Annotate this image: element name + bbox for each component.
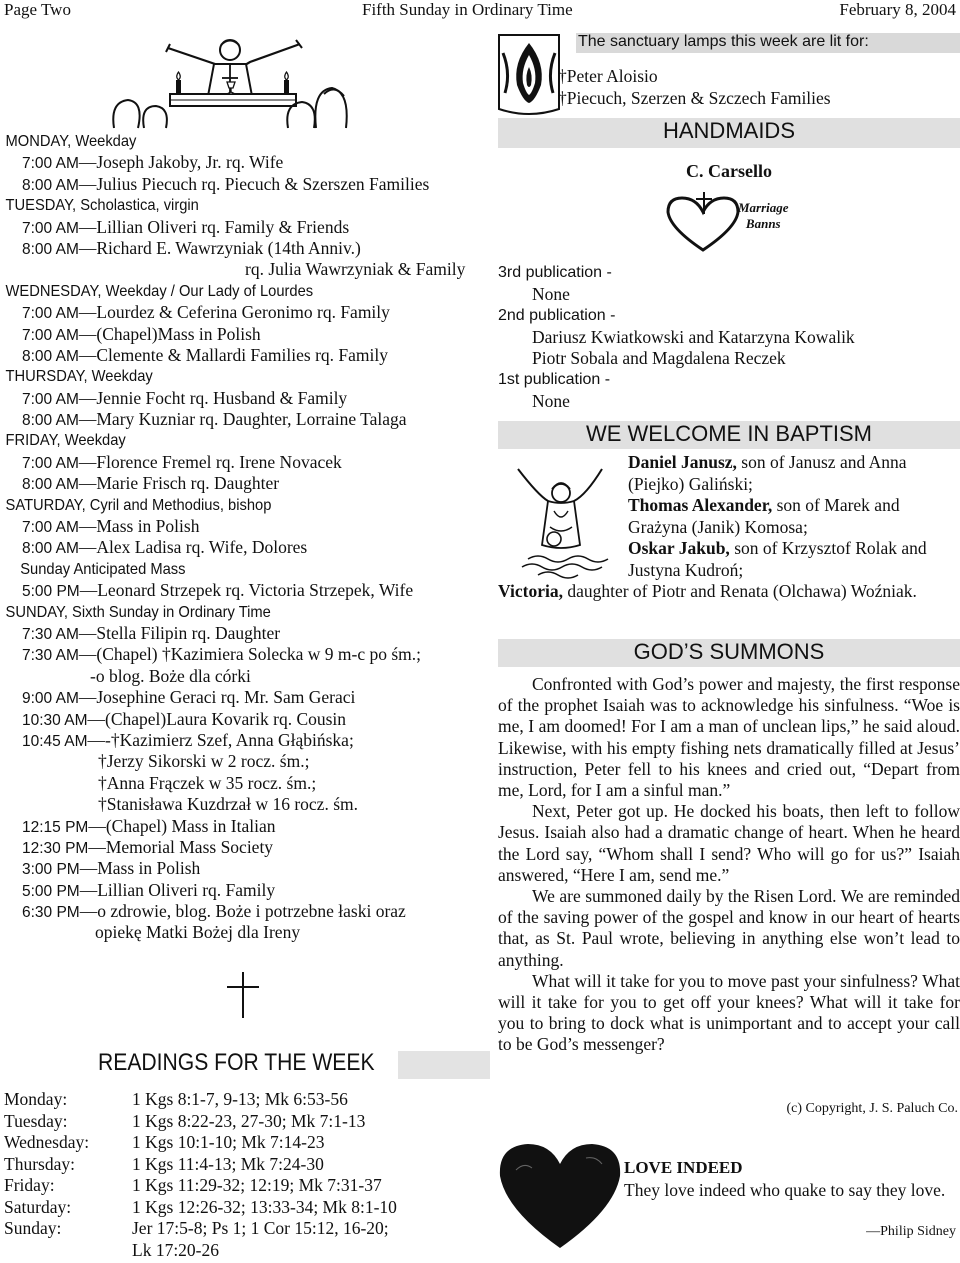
em-dash: — (79, 580, 98, 601)
em-dash: — (79, 901, 98, 922)
summons-paragraph: Next, Peter got up. He docked his boats, then left to follow Jesus. Isaiah also had a dramatic change of heart. When he heard the Lord say, “Whom shall I send? Who will go for us?” Isaiah answered, “Here I am, send me.” (498, 801, 960, 885)
intention-text: Lillian Oliveri rq. Family (97, 879, 276, 900)
reading-citation: Jer 17:5-8; Ps 1; 1 Cor 15:12, 16-20; (132, 1218, 389, 1238)
mass-time: 7:00 AM (22, 305, 79, 323)
reading-day: Sunday: (4, 1218, 62, 1238)
readings-title: READINGS FOR THE WEEK (98, 1049, 375, 1076)
reading-day: Thursday: (4, 1153, 75, 1174)
priest-altar-illustration (110, 30, 350, 130)
intention-text: (Chapel) †Kazimiera Solecka w 9 m-c po śm.; (96, 644, 421, 665)
mass-time: 8:00 AM (22, 540, 79, 558)
intention-continuation: †Stanisława Kuzdrzał w 16 rocz. śm. (98, 794, 358, 815)
intention-text: Jennie Focht rq. Husband & Family (96, 387, 348, 408)
intention-text: Alex Ladisa rq. Wife, Dolores (96, 537, 308, 558)
summons-paragraph: What will it take for you to move past your sinfulness? What will it take for you to get off your knees? What will it take for you to bring to dock what is unimportant and to accept your call to be God’s messenger? (498, 970, 960, 1055)
day-heading: THURSDAY, Weekday (5, 368, 153, 386)
marriage-banns-logo (738, 200, 789, 232)
mass-time: 5:00 PM (22, 882, 80, 900)
em-dash: — (78, 451, 97, 472)
mass-intention (0, 858, 490, 879)
intention-text: Mary Kuzniar rq. Daughter, Lorraine Talaga (96, 409, 407, 430)
reading-row (4, 1197, 494, 1219)
intention-text: Mass in Polish (97, 858, 201, 879)
baptism-entry (628, 495, 960, 538)
sanctuary-title: The sanctuary lamps this week are lit for: (578, 33, 869, 50)
reading-row (4, 1218, 494, 1240)
day-heading: FRIDAY, Weekday (5, 432, 126, 450)
intention-text: Stella Filipin rq. Daughter (96, 622, 281, 643)
reading-row (4, 1240, 494, 1262)
sub-heading: Sunday Anticipated Mass (20, 560, 186, 578)
reading-citation: Lk 17:20-26 (132, 1239, 220, 1260)
baptism-entry (628, 452, 960, 495)
mass-time: 9:00 AM (22, 690, 79, 708)
intention-text: Leonard Strzepek rq. Victoria Strzepek, Wife (97, 580, 414, 601)
intention-continuation: †Anna Frączek w 35 rocz. śm.; (98, 772, 317, 793)
mass-intention (0, 238, 490, 259)
baptism-list (628, 452, 960, 581)
summons-article (498, 674, 960, 1056)
em-dash: — (78, 516, 97, 537)
mass-intention (0, 687, 490, 708)
intention-text: Joseph Jakoby, Jr. rq. Wife (96, 152, 284, 173)
mass-time: 7:00 AM (22, 219, 79, 237)
em-dash: — (88, 815, 106, 836)
intention-text: Florence Fremel rq. Irene Novacek (96, 451, 342, 472)
em-dash: — (78, 302, 97, 323)
day-heading: MONDAY, Weekday (5, 133, 137, 150)
readings-header-bar (398, 1051, 490, 1079)
mass-time: 7:30 AM (22, 647, 79, 665)
mass-intention (0, 537, 490, 558)
mass-intention (0, 388, 490, 409)
mass-intention (0, 837, 490, 858)
mass-time: 8:00 AM (22, 347, 79, 365)
em-dash: — (78, 216, 97, 237)
reading-row (4, 1111, 494, 1133)
mass-time: 7:00 AM (22, 519, 79, 537)
baptism-name: Victoria, (498, 581, 563, 601)
em-dash: — (87, 708, 105, 729)
baptism-name: Thomas Alexander, (628, 495, 773, 515)
em-dash: — (88, 836, 106, 857)
em-dash: — (78, 387, 97, 408)
intention-text: o zdrowie, blog. Boże i potrzebne łaski oraz (97, 901, 406, 922)
reading-day: Tuesday: (4, 1110, 68, 1131)
mass-time: 7:00 AM (22, 155, 79, 173)
banns-third-heading: 3rd publication - (498, 264, 612, 281)
mass-intention (0, 516, 490, 537)
mass-intention (0, 217, 490, 238)
em-dash: — (78, 473, 97, 494)
baptism-entry (498, 581, 960, 603)
mass-time: 8:00 AM (22, 176, 79, 194)
marriage-banns-line1: Marriage (738, 200, 789, 215)
mass-intention (0, 452, 490, 473)
marriage-banns-line2: Banns (745, 216, 781, 231)
em-dash: — (78, 344, 97, 365)
intention-text: Josephine Geraci rq. Mr. Sam Geraci (96, 687, 356, 708)
reading-row (4, 1132, 494, 1154)
cross-icon (225, 970, 261, 1020)
mass-time: 12:15 PM (22, 818, 89, 836)
banns-entry: Piotr Sobala and Magdalena Reczek (532, 348, 786, 368)
mass-time: 10:45 AM (22, 732, 88, 750)
em-dash: — (78, 237, 97, 258)
reading-citation: 1 Kgs 10:1-10; Mk 7:14-23 (132, 1132, 325, 1152)
issue-date: February 8, 2004 (839, 0, 956, 19)
em-dash: — (78, 409, 97, 430)
mass-intentions-schedule (0, 131, 490, 944)
reading-row (4, 1175, 494, 1197)
baptism-parents: son of Krzysztof Rolak and Justyna Kudroń; (628, 538, 927, 580)
mass-intention (0, 409, 490, 430)
reading-row (4, 1154, 494, 1176)
summons-title: GOD’S SUMMONS (633, 639, 825, 664)
banns-entry: None (532, 284, 570, 304)
intention-text: Memorial Mass Society (105, 836, 274, 857)
reading-citation: 1 Kgs 11:29-32; 12:19; Mk 7:31-37 (132, 1175, 382, 1195)
intention-continuation: -o blog. Boże dla córki (90, 665, 251, 686)
mass-time: 7:00 AM (22, 454, 79, 472)
em-dash: — (78, 323, 97, 344)
intention-continuation: rq. Julia Wawrzyniak & Family (245, 259, 466, 280)
baptism-parents: daughter of Piotr and Renata (Olchawa) Woźniak. (562, 581, 917, 601)
reading-day: Monday: (4, 1089, 68, 1109)
mass-time: 3:00 PM (22, 861, 80, 879)
reading-row (4, 1089, 494, 1111)
baptism-parents: son of Marek and Grażyna (Janik) Komosa; (628, 495, 900, 537)
day-heading: SUNDAY, Sixth Sunday in Ordinary Time (5, 603, 271, 621)
summons-paragraph: Confronted with God’s power and majesty, the first response of the prophet Isaiah was to acknowledge his sinfulness. “Woe is me, I am doomed! For I am a man of unclean lips,” he said aloud. Likewise, with his empty fishing nets dramatically filled at Jesus’ instruction, Peter fell to his knees and cried out, “Depart from me, Lord, for I am a sinful man.” (498, 674, 960, 801)
mass-intention (0, 880, 490, 901)
mass-time: 7:30 AM (22, 625, 79, 643)
intention-text: Mass in Polish (96, 516, 200, 537)
mass-intention (0, 152, 490, 173)
intention-text: Lillian Oliveri rq. Family & Friends (96, 216, 350, 237)
intention-continuation: †Jerzy Sikorski w 2 rocz. śm.; (98, 751, 310, 772)
mass-intention (0, 174, 490, 195)
day-heading: WEDNESDAY, Weekday / Our Lady of Lourdes (5, 282, 314, 300)
baptism-illustration (498, 455, 622, 579)
mass-time: 5:00 PM (22, 583, 80, 601)
em-dash: — (78, 537, 97, 558)
em-dash: — (79, 858, 98, 879)
em-dash: — (78, 622, 97, 643)
intention-text: Richard E. Wawrzyniak (14th Anniv.) (96, 237, 361, 258)
sanctuary-name: †Piecuch, Szerzen & Szczech Families (558, 88, 831, 108)
em-dash: — (87, 729, 105, 750)
intention-continuation: opiekę Matki Bożej dla Ireny (95, 922, 301, 943)
baptism-name: Oskar Jakub, (628, 538, 730, 558)
mass-intention (0, 580, 490, 601)
mass-time: 12:30 PM (22, 839, 89, 857)
em-dash: — (78, 173, 97, 194)
reading-day: Wednesday: (4, 1132, 90, 1152)
love-indeed-quote: They love indeed who quake to say they love. (624, 1180, 946, 1200)
reading-citation: 1 Kgs 11:4-13; Mk 7:24-30 (132, 1153, 324, 1174)
mass-time: 6:30 PM (22, 904, 80, 922)
banns-entry: Dariusz Kwiatkowski and Katarzyna Kowalik (532, 327, 855, 347)
mass-intention (0, 644, 490, 665)
day-heading: TUESDAY, Scholastica, virgin (5, 197, 199, 215)
em-dash: — (79, 879, 98, 900)
quote-author: —Philip Sidney (866, 1224, 956, 1239)
em-dash: — (78, 687, 97, 708)
banns-first-heading: 1st publication - (498, 371, 611, 388)
intention-text: Clemente & Mallardi Families rq. Family (96, 344, 388, 365)
em-dash: — (78, 152, 97, 173)
heart-cross-icon (664, 192, 742, 254)
mass-intention (0, 324, 490, 345)
em-dash: — (78, 644, 97, 665)
intention-text: Lourdez & Ceferina Geronimo rq. Family (96, 302, 390, 323)
love-indeed-title: LOVE INDEED (624, 1158, 743, 1177)
mass-time: 8:00 AM (22, 476, 79, 494)
day-heading: SATURDAY, Cyril and Methodius, bishop (5, 496, 272, 514)
baptism-entry (628, 538, 960, 581)
intention-text: Marie Frisch rq. Daughter (96, 473, 280, 494)
reading-citation: 1 Kgs 8:22-23, 27-30; Mk 7:1-13 (132, 1110, 366, 1131)
page-number: Page Two (4, 0, 71, 19)
summons-paragraph: We are summoned daily by the Risen Lord. We are reminded of the saving power of the gospel and know in our heart of hearts that, as St. Paul wrote, believing in anything else won’t lead to anything. (498, 886, 960, 970)
banns-second-heading: 2nd publication - (498, 307, 616, 324)
mass-intention (0, 816, 490, 837)
baptism-title: WE WELCOME IN BAPTISM (585, 421, 873, 446)
mass-time: 7:00 AM (22, 390, 79, 408)
sanctuary-name: †Peter Aloisio (558, 66, 658, 86)
intention-text: (Chapel)Laura Kovarik rq. Cousin (105, 708, 347, 729)
intention-text: (Chapel)Mass in Polish (96, 323, 261, 344)
reading-day: Friday: (4, 1175, 55, 1195)
reading-citation: 1 Kgs 8:1-7, 9-13; Mk 6:53-56 (132, 1089, 348, 1109)
intention-text: (Chapel) Mass in Italian (105, 815, 276, 836)
copyright-notice: (c) Copyright, J. S. Paluch Co. (786, 1101, 958, 1116)
baptism-parents: son of Janusz and Anna (Piejko) Galiński; (628, 452, 907, 494)
mass-intention (0, 302, 490, 323)
mass-intention (0, 623, 490, 644)
reading-day (4, 1240, 132, 1262)
intention-text: -†Kazimierz Szef, Anna Głąbińska; (105, 729, 354, 750)
handmaids-title: HANDMAIDS (662, 118, 795, 143)
mass-intention (0, 345, 490, 366)
mass-time: 7:00 AM (22, 326, 79, 344)
mass-time: 10:30 AM (22, 711, 88, 729)
heart-icon (496, 1140, 624, 1252)
liturgical-title: Fifth Sunday in Ordinary Time (362, 0, 573, 19)
sanctuary-lamp-icon (497, 33, 561, 119)
handmaids-name: C. Carsello (686, 161, 772, 181)
mass-intention (0, 709, 490, 730)
mass-intention (0, 473, 490, 494)
readings-table (4, 1089, 494, 1261)
intention-text: Julius Piecuch rq. Piecuch & Szerszen Families (96, 173, 430, 194)
mass-intention (0, 730, 490, 751)
mass-time: 8:00 AM (22, 412, 79, 430)
mass-intention (0, 901, 490, 922)
banns-entry: None (532, 391, 570, 411)
baptism-name: Daniel Janusz, (628, 452, 737, 472)
mass-time: 8:00 AM (22, 240, 79, 258)
reading-citation: 1 Kgs 12:26-32; 13:33-34; Mk 8:1-10 (132, 1196, 397, 1217)
reading-day: Saturday: (4, 1196, 72, 1217)
